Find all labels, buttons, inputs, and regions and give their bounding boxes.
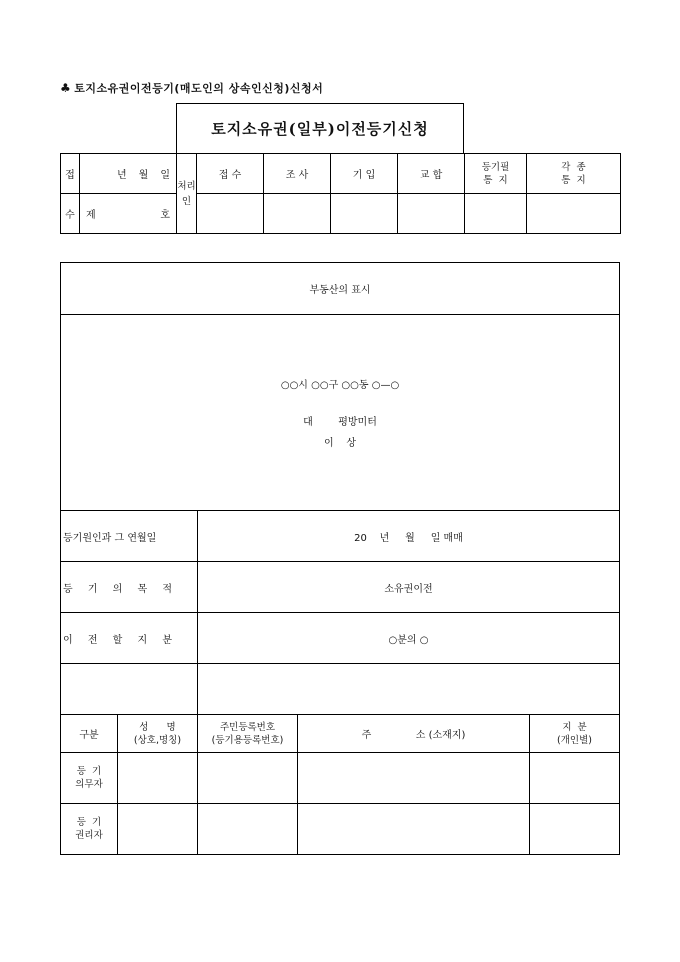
notice-stamp-cell (465, 194, 527, 234)
number-suffix: 호 (160, 210, 170, 221)
col-entry: 기 입 (331, 154, 398, 194)
month-label: 월 (138, 170, 149, 181)
property-land: 대 평방미터 (303, 417, 377, 428)
property-address: ○○시 ○○구 ○○동 ○—○ (280, 380, 400, 391)
reception-stamp-cell (197, 194, 264, 234)
obligor-id (198, 753, 298, 804)
receipt-table (60, 153, 621, 234)
col-type: 구분 (61, 715, 118, 753)
reception-label: 접 (61, 154, 80, 194)
col-name: 성 명 (상호,명칭) (118, 715, 198, 753)
number-prefix: 제 (86, 210, 96, 221)
right-holder-address (298, 804, 530, 855)
cause-value: 20 년 월 일 매매 (198, 511, 620, 562)
right-holder-id (198, 804, 298, 855)
obligor-address (298, 753, 530, 804)
entry-stamp-cell (331, 194, 398, 234)
various-notice-label: 각 종 통 지 (527, 154, 621, 194)
property-end-mark: 이 상 (323, 438, 357, 449)
form-title: 토지소유권(일부)이전등기신청 (176, 103, 464, 153)
form-heading-text: 토지소유권이전등기(매도인의 상속인신청)신청서 (74, 82, 324, 95)
cause-label: 등기원인과 그 연월일 (61, 511, 198, 562)
blank-value-cell (198, 664, 620, 715)
right-holder-share (530, 804, 620, 855)
investigation-stamp-cell (264, 194, 331, 234)
col-collation: 교 합 (398, 154, 465, 194)
col-share: 지 분 (개인별) (530, 715, 620, 753)
main-form-table (60, 262, 620, 855)
various-notice-stamp-cell (527, 194, 621, 234)
obligor-share (530, 753, 620, 804)
blank-label-cell (61, 664, 198, 715)
share-label: 이 전 할 지 분 (61, 613, 198, 664)
col-investigation: 조 사 (264, 154, 331, 194)
club-suit-icon: ♣ (60, 81, 72, 95)
obligor-name (118, 753, 198, 804)
property-description (61, 315, 620, 511)
purpose-label: 등 기 의 목 적 (61, 562, 198, 613)
reception-label-2: 수 (61, 194, 80, 234)
collation-stamp-cell (398, 194, 465, 234)
right-holder-label: 등 기 권리자 (61, 804, 118, 855)
share-value: ○분의 ○ (198, 613, 620, 664)
form-heading (60, 80, 323, 96)
col-id-number: 주민등록번호 (등기용등록번호) (198, 715, 298, 753)
number-label-cell (80, 194, 177, 234)
purpose-value: 소유권이전 (198, 562, 620, 613)
processor-label: 처리인 (177, 154, 197, 234)
year-label: 년 (116, 170, 127, 181)
col-address: 주 소 (소재지) (298, 715, 530, 753)
obligor-label: 등 기 의무자 (61, 753, 118, 804)
date-label-cell (80, 154, 177, 194)
col-reception: 접 수 (197, 154, 264, 194)
registration-complete-notice-label: 등기필 통 지 (465, 154, 527, 194)
right-holder-name (118, 804, 198, 855)
property-section-title: 부동산의 표시 (61, 263, 620, 315)
day-label: 일 (160, 170, 170, 181)
